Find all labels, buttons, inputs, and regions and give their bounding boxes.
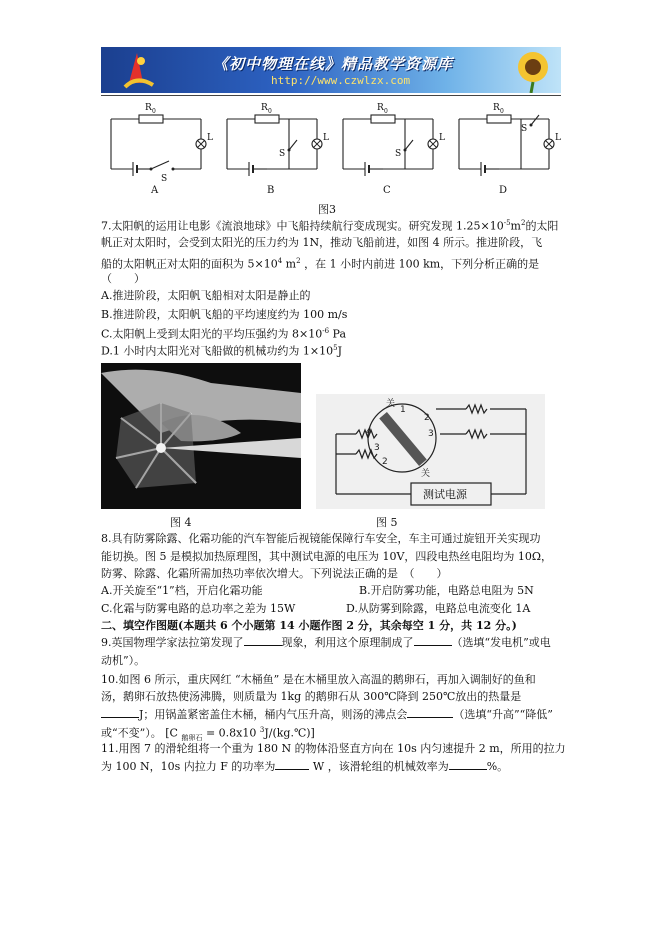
- q10-line-1: 10.如图 6 所示，重庆网红 “木桶鱼” 是在木桶里放入高温的鹅卵石，再加入调制好的鱼和: [101, 673, 536, 686]
- fig5-num-3: 3: [428, 429, 434, 439]
- fig3-panel-label-A: A: [151, 185, 159, 196]
- figure-4-caption: 图 4: [170, 516, 192, 529]
- q8-option-d: D.从防雾到除露，电路总电流变化 1A: [346, 602, 531, 615]
- q11-blank-1[interactable]: [275, 757, 309, 770]
- fig3-resistor-A: [139, 115, 163, 123]
- q10-line-4: 或“不变”）。 [C $_{鹅卵石}$ = 0.8x10 $^3$J/(kg.℃)]: [101, 726, 315, 742]
- fig3-r0-label: R: [261, 103, 268, 113]
- q9-line-2: 动机”）。: [101, 654, 146, 667]
- fig3-switch-A: [151, 161, 169, 169]
- fig3-switch-label: S: [395, 149, 402, 159]
- fig3-r0-sub: 0: [268, 108, 272, 115]
- fig3-r0-sub: 0: [152, 108, 156, 115]
- q8-option-c: C.化霜与防雾电路的总功率之差为 15W: [101, 602, 296, 615]
- fig5-num-4: 4: [366, 427, 372, 437]
- figure-3-caption: 图3: [318, 203, 336, 216]
- q8-line-3: 防雾、除露、化霜所需加热功率依次增大。下列说法正确的是 （ ）: [101, 567, 448, 580]
- q9-line-1: 9.英国物理学家法拉第发现了 现象，利用这个原理制成了 （选填“发电机”或电: [101, 633, 551, 652]
- fig3-lamp-label: L: [207, 133, 213, 143]
- sunflower-icon: [499, 47, 559, 93]
- fig3-r0-sub: 0: [384, 108, 388, 115]
- fig3-r0-label: R: [377, 103, 384, 113]
- fig5-num-1: 1: [400, 405, 406, 415]
- q8-line-2: 能切换。图 5 是模拟加热原理图，其中测试电源的电压为 10V，四段电热丝电阻均为 10Ω，: [101, 550, 553, 563]
- fig3-lamp-label: L: [323, 133, 329, 143]
- q7-option-c: C.太阳帆上受到太阳光的平均压强约为 $8\times 10^{-6}$ Pa: [101, 327, 347, 341]
- fig3-switch-D: [530, 124, 533, 127]
- fig3-switch-C: [405, 140, 413, 150]
- header-banner: [101, 47, 561, 93]
- q9-blank-2[interactable]: [414, 633, 452, 646]
- fig3-switch-D: [531, 115, 539, 125]
- header-rule: [101, 95, 561, 96]
- fig3-switch-label: S: [279, 149, 286, 159]
- fig5-num-2b: 2: [382, 457, 388, 467]
- q7-line-1: 7.太阳帆的运用让电影《流浪地球》中飞船持续航行变成现实。研究发现 $1.25\times 10^{-5}m^2$的太阳: [101, 219, 559, 233]
- banner-url[interactable]: http://www.czwlzx.com: [271, 74, 411, 87]
- fig3-switch-A: [150, 168, 153, 171]
- q7-option-b: B.推进阶段，太阳帆飞船的平均速度约为 100 m/s: [101, 308, 348, 321]
- q8-line-1: 8.具有防雾除露、化霜功能的汽车智能后视镜能保障行车安全，车主可通过旋钮开关实现功: [101, 532, 541, 545]
- fig3-switch-label: S: [521, 124, 528, 134]
- fig3-switch-B: [289, 140, 297, 150]
- fig3-panel-label-C: C: [383, 185, 391, 196]
- figure-5-caption: 图 5: [376, 516, 398, 529]
- figure-3-circuits: [101, 97, 561, 197]
- q11-line-1: 11.用图 7 的滑轮组将一个重为 180 N 的物体沿竖直方向在 10s 内匀速提升 2 m，所用的拉力: [101, 742, 566, 755]
- q8-option-b: B.开启防雾功能，电路总电阻为 5N: [359, 584, 534, 597]
- q11-blank-2[interactable]: [449, 757, 487, 770]
- fig3-resistor-D: [487, 115, 511, 123]
- fig3-r0-sub: 0: [500, 108, 504, 115]
- fig3-panel-label-B: B: [267, 185, 275, 196]
- q10-blank-1[interactable]: [101, 705, 139, 718]
- fig5-num-3b: 3: [374, 443, 380, 453]
- fig5-off-top: 关: [386, 399, 396, 409]
- q10-line-3: J；用锅盖紧密盖住木桶，桶内气压升高，则汤的沸点会 （选填“升高”“降低”: [101, 705, 553, 724]
- q7-line-2: 帆正对太阳时，会受到太阳光的压力约为 1N，推动飞船前进，如图 4 所示。推进阶段，飞: [101, 236, 543, 249]
- q10-line-2: 汤，鹅卵石放热使汤沸腾，则质量为 1kg 的鹅卵石从 300℃降到 250℃放出的热量是: [101, 690, 522, 703]
- q11-line-2: 为 100 N，10s 内拉力 F 的功率为 W ，该滑轮组的机械效率为 %。: [101, 757, 508, 776]
- fig3-switch-A: [172, 168, 175, 171]
- fig3-lamp-label: L: [555, 133, 561, 143]
- fig3-lamp-label: L: [439, 133, 445, 143]
- q10-blank-2[interactable]: [407, 705, 453, 718]
- q7-paren: （ ）: [101, 272, 145, 285]
- q9-blank-1[interactable]: [244, 633, 282, 646]
- fig5-power-label: 测试电源: [423, 488, 467, 501]
- fig3-switch-label: S: [161, 174, 168, 184]
- figure-5-heating-circuit: [316, 394, 545, 509]
- figure-4-solar-sail-photo: [101, 363, 301, 509]
- q7-line-3: 船的太阳帆正对太阳的面积为 $5\times 10^4$ $m^2$ ，在 1 小时内前进 100 km，下列分析正确的是: [101, 257, 540, 271]
- fig3-resistor-B: [255, 115, 279, 123]
- fig3-r0-label: R: [145, 103, 152, 113]
- q7-option-a: A.推进阶段，太阳帆飞船相对太阳是静止的: [101, 289, 311, 302]
- fig3-r0-label: R: [493, 103, 500, 113]
- fig3-panel-label-D: D: [499, 185, 508, 196]
- fig3-resistor-C: [371, 115, 395, 123]
- fig5-off-bottom: 关: [421, 469, 431, 479]
- q8-option-a: A.开关旋至“1”档，开启化霜功能: [101, 584, 263, 597]
- section-2-heading: 二、填空作图题(本题共 6 个小题第 14 小题作图 2 分，其余每空 1 分，共 12 分。): [101, 619, 517, 632]
- banner-title: 《初中物理在线》精品教学资源库: [213, 55, 454, 73]
- site-logo: [107, 47, 167, 93]
- q7-option-d: D.1 小时内太阳光对飞船做的机械功约为 $1\times 10^5J$: [101, 344, 343, 358]
- fig5-num-2: 2: [424, 413, 430, 423]
